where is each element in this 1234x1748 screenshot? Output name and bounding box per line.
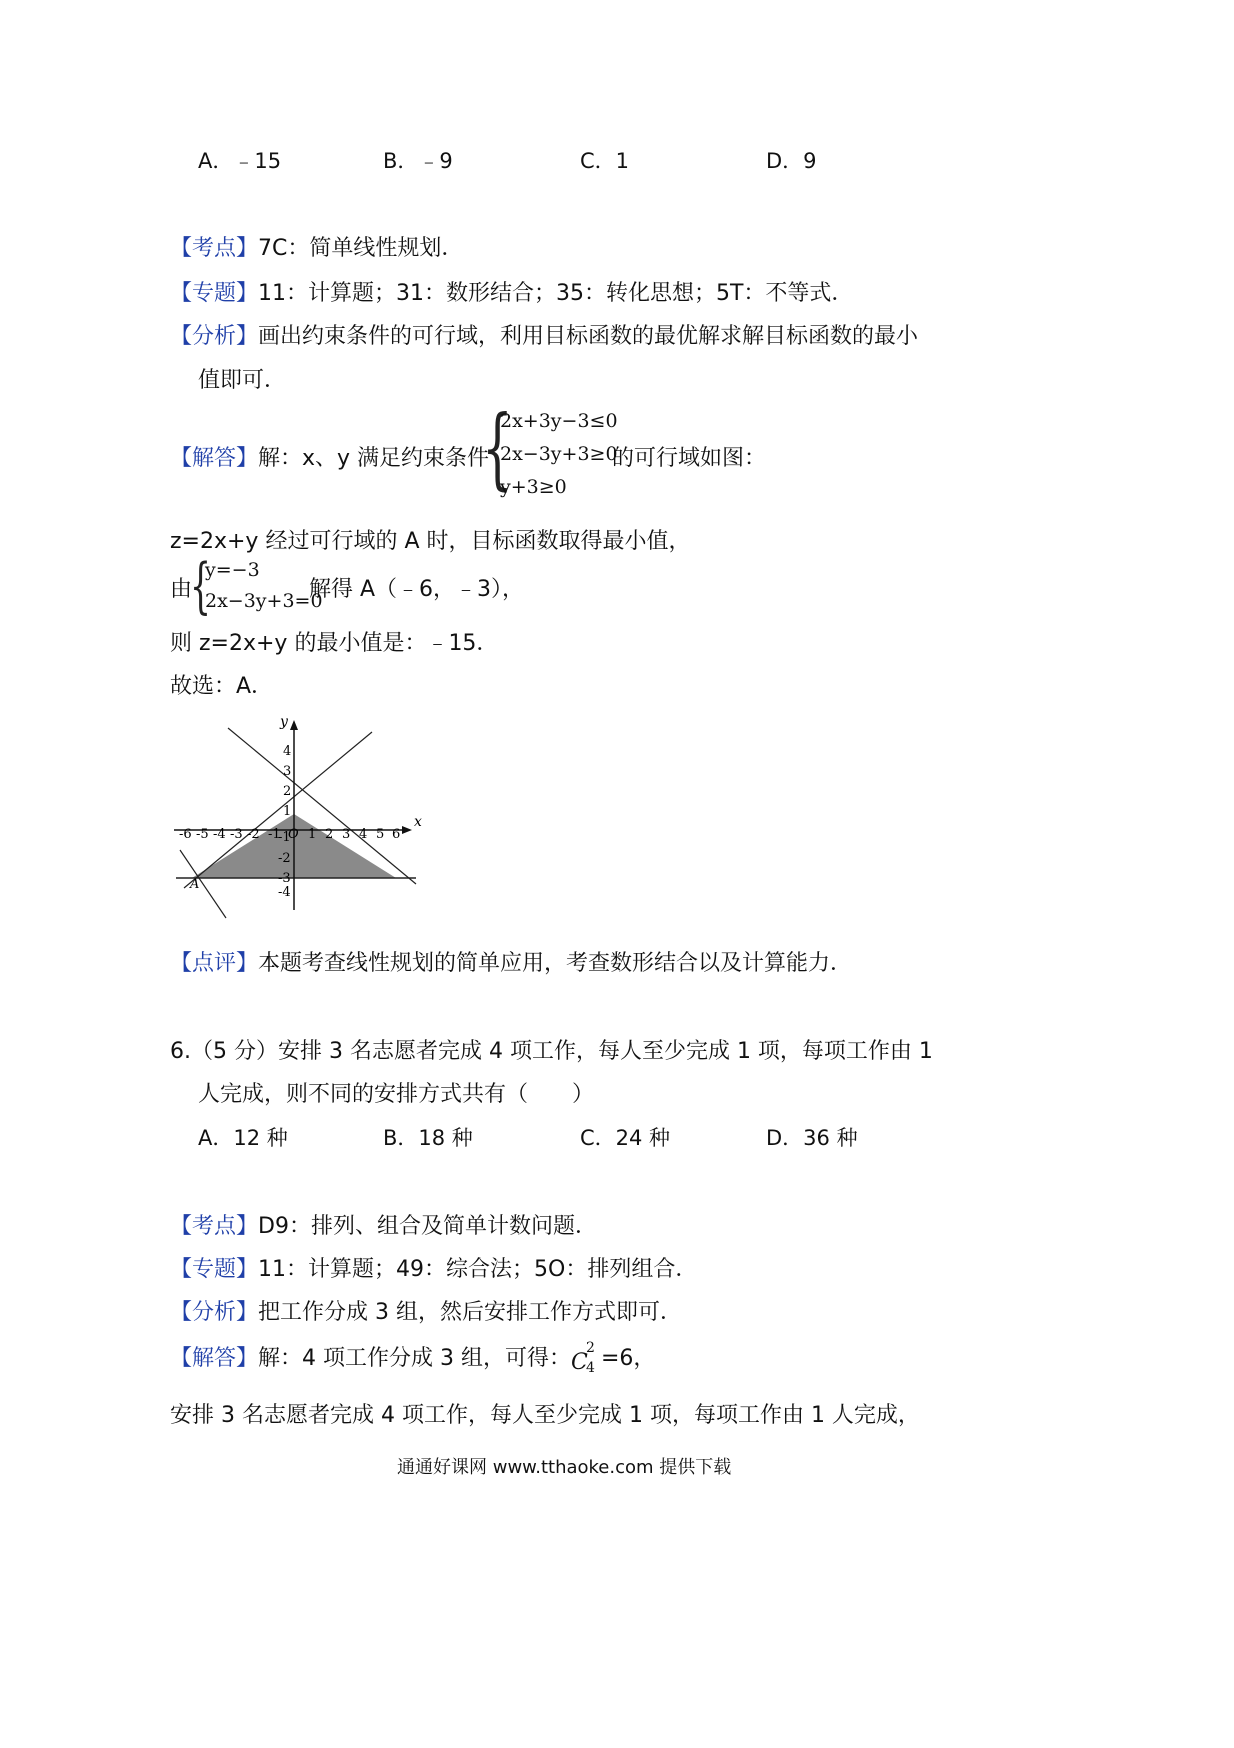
constraint-2: 2x−3y+3≥0 bbox=[500, 443, 618, 465]
q5-dianping bbox=[170, 946, 852, 977]
choice-line: 故选：A． bbox=[170, 674, 274, 699]
q6-option-b: B．18 种 bbox=[383, 1126, 473, 1150]
y-tick-label: 2 bbox=[283, 784, 292, 799]
x-axis-arrow bbox=[402, 826, 412, 834]
solve-text: 解得 A（﹣6，﹣3）， bbox=[309, 577, 525, 602]
jieda-text: 解：x、y 满足约束条件 bbox=[258, 446, 490, 471]
x-tick-label: -1 bbox=[268, 827, 281, 842]
jieda-post: =6， bbox=[601, 1346, 656, 1371]
q5-jieda bbox=[170, 441, 489, 472]
zhuanti-text: 11：计算题；49：综合法；5O：排列组合． bbox=[258, 1257, 698, 1282]
footer: 通通好课网 www.tthaoke.com 提供下载 bbox=[397, 1457, 732, 1478]
feasible-region-graph bbox=[170, 712, 430, 922]
comb-sub: 4 bbox=[586, 1360, 595, 1376]
q6-option-c: C．24 种 bbox=[580, 1126, 671, 1150]
fenxi-text: 画出约束条件的可行域，利用目标函数的最优解求解目标函数的最小 bbox=[258, 324, 919, 349]
constraint-brace: { bbox=[482, 396, 513, 499]
constraint-1: 2x+3y−3≤0 bbox=[500, 410, 618, 432]
q6-option-d: D．36 种 bbox=[766, 1126, 858, 1150]
x-tick-label: 2 bbox=[325, 827, 334, 842]
q5-option-d: D．9 bbox=[766, 149, 817, 173]
zhuanti-text: 11：计算题；31：数形结合；35：转化思想；5T：不等式． bbox=[258, 281, 854, 306]
system-eq-2: 2x−3y+3=0 bbox=[205, 590, 323, 612]
x-tick-label: -5 bbox=[196, 827, 209, 842]
y-tick-label: 3 bbox=[283, 764, 292, 779]
y-tick-label: -1 bbox=[278, 830, 291, 845]
you: 由 bbox=[170, 577, 193, 602]
jieda-text: 解：4 项工作分成 3 组，可得： bbox=[258, 1346, 571, 1371]
x-axis-label: x bbox=[414, 814, 422, 830]
kaodian-text: 7C：简单线性规划． bbox=[258, 236, 464, 261]
constraint-3: y+3≥0 bbox=[500, 476, 567, 498]
q6-question-line1: 6.（5 分）安排 3 名志愿者完成 4 项工作，每人至少完成 1 项，每项工作由 1 bbox=[170, 1039, 933, 1064]
zhuanti-tag: 【专题】 bbox=[170, 281, 259, 306]
x-tick-label: -3 bbox=[230, 827, 243, 842]
q6-zhuanti bbox=[170, 1252, 697, 1283]
line-steep bbox=[180, 850, 226, 918]
x-tick-label: 4 bbox=[359, 827, 368, 842]
x-tick-label: 1 bbox=[308, 827, 317, 842]
q6-last-line: 安排 3 名志愿者完成 4 项工作，每人至少完成 1 项，每项工作由 1 人完成， bbox=[170, 1403, 920, 1428]
x-tick-label: -2 bbox=[247, 827, 260, 842]
q5-zhuanti bbox=[170, 276, 853, 307]
q6-kaodian bbox=[170, 1209, 597, 1240]
zhuanti-tag: 【专题】 bbox=[170, 1257, 259, 1282]
fenxi-text: 把工作分成 3 组，然后安排工作方式即可． bbox=[258, 1300, 683, 1325]
fenxi-tag: 【分析】 bbox=[170, 324, 259, 349]
origin-label: O bbox=[288, 827, 299, 842]
q5-fenxi bbox=[170, 319, 918, 350]
q6-fenxi bbox=[170, 1295, 682, 1326]
jieda-post: 的可行域如图： bbox=[612, 446, 767, 471]
point-a-label: A bbox=[190, 877, 200, 892]
min-line: 则 z=2x+y 的最小值是：﹣15． bbox=[170, 631, 499, 656]
q5-fenxi-line2: 值即可． bbox=[198, 368, 287, 393]
fenxi-tag: 【分析】 bbox=[170, 1300, 259, 1325]
system-eq-1: y=−3 bbox=[205, 559, 260, 581]
q6-jieda bbox=[170, 1340, 656, 1376]
q5-option-b: B．﹣9 bbox=[383, 149, 453, 173]
jieda-tag: 【解答】 bbox=[170, 1346, 259, 1371]
x-tick-label: 3 bbox=[342, 827, 351, 842]
comb-sup: 2 bbox=[586, 1340, 595, 1356]
q5-option-c: C．1 bbox=[580, 149, 630, 173]
q6-question-line2: 人完成，则不同的安排方式共有（ ） bbox=[198, 1082, 595, 1107]
y-axis-arrow bbox=[290, 720, 298, 730]
y-tick-label: 4 bbox=[283, 744, 292, 759]
y-tick-label: -2 bbox=[278, 851, 291, 866]
jieda-tag: 【解答】 bbox=[170, 446, 259, 471]
kaodian-text: D9：排列、组合及简单计数问题． bbox=[258, 1214, 597, 1239]
y-tick-label: 1 bbox=[283, 804, 292, 819]
q5-kaodian bbox=[170, 231, 463, 262]
system-brace: { bbox=[190, 551, 212, 621]
kaodian-tag: 【考点】 bbox=[170, 1214, 259, 1239]
x-tick-label: 6 bbox=[392, 827, 401, 842]
dianping-text: 本题考查线性规划的简单应用，考查数形结合以及计算能力． bbox=[258, 951, 853, 976]
x-tick-label: -4 bbox=[213, 827, 226, 842]
q5-option-a: A．﹣15 bbox=[198, 149, 282, 173]
y-tick-label: -3 bbox=[278, 871, 291, 886]
kaodian-tag: 【考点】 bbox=[170, 236, 259, 261]
dianping-tag: 【点评】 bbox=[170, 951, 259, 976]
line-z: z=2x+y 经过可行域的 A 时，目标函数取得最小值， bbox=[170, 529, 691, 554]
x-tick-label: 5 bbox=[376, 827, 385, 842]
comb-base: C bbox=[571, 1350, 588, 1375]
y-tick-label: -4 bbox=[278, 885, 291, 900]
x-tick-label: -6 bbox=[179, 827, 192, 842]
combination-symbol bbox=[571, 1340, 601, 1376]
y-axis-label: y bbox=[280, 714, 288, 730]
q6-option-a: A．12 种 bbox=[198, 1126, 288, 1150]
